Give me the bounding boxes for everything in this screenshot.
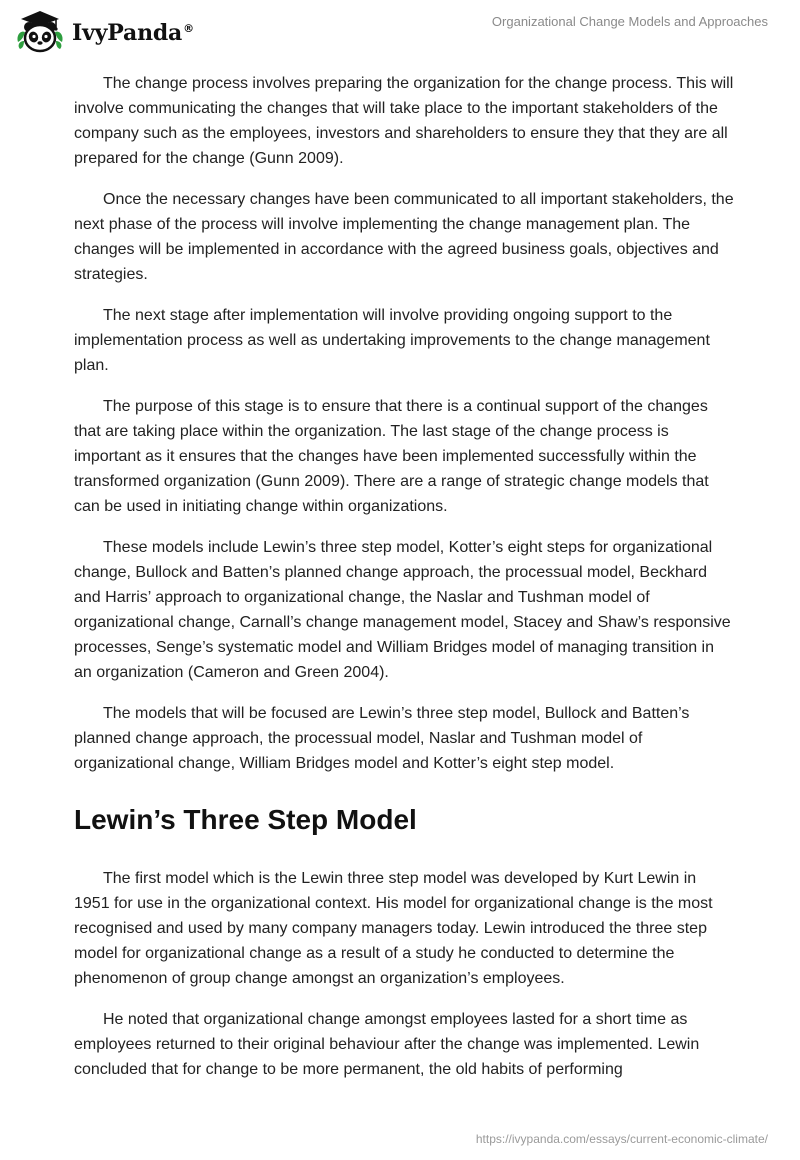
paragraph: The models that will be focused are Lewin’s three step model, Bullock and Batten’s planned change approach, the processual model, Naslar and Tushman model of organizational change, William Bridges model and Kotter’s eight step model. [74,705,690,772]
document-title: Organizational Change Models and Approaches [491,14,768,29]
paragraph: Once the necessary changes have been communicated to all important stakeholders, the next phase of the process will involve implementing the change management plan. The changes will be implemented in accordance with the agreed business goals, objectives and strategies. [74,191,734,283]
page-header [0,0,800,64]
paragraph: These models include Lewin’s three step model, Kotter’s eight steps for organizational change, Bullock and Batten’s planned change approach, the processual model, Beckhard and Harris’ approach to organizational change, the Naslar and Tushman model of organizational change, Carnall’s change management model, Stacey and Shaw’s responsive processes, Senge’s systematic model and William Bridges model of managing transition in an organization (Cameron and Green 2004). [74,539,731,681]
section-heading: Lewin’s Three Step Model [74,804,417,835]
paragraph: He noted that organizational change amongst employees lasted for a short time as employees returned to their original behaviour after the change was implemented. Lewin concluded that for change to be more permanent, the old habits of performing [74,1011,700,1078]
paragraph: The next stage after implementation will involve providing ongoing support to the implementation process as well as undertaking improvements to the change management plan. [74,307,710,374]
paragraph: The first model which is the Lewin three step model was developed by Kurt Lewin in 1951 for use in the organizational context. His model for organizational change is the most recognised and used by many company managers today. Lewin introduced the three step model for organizational change as a result of a study he conducted to determine the phenomenon of group change amongst an organization’s employees. [74,870,713,987]
panda-graduate-icon [14,8,66,56]
source-url[interactable]: https://ivypanda.com/essays/current-economic-climate/ [475,1132,768,1146]
paragraph: The change process involves preparing the organization for the change process. This will involve communicating the changes that will take place to the important stakeholders of the company such as the employees, investors and shareholders to ensure they that they are all prepared for the change (Gunn 2009). [74,75,734,167]
brand-name: IvyPanda® [72,20,194,46]
paragraph: The purpose of this stage is to ensure that there is a continual support of the changes that are taking place within the organization. The last stage of the change process is important as it ensures that the changes have been implemented successfully within the transformed organization (Gunn 2009). There are a range of strategic change models that can be used in initiating change within organizations. [74,398,709,515]
ivypanda-logo[interactable] [14,8,194,56]
registered-mark: ® [183,21,194,35]
essay-content [74,71,734,1098]
